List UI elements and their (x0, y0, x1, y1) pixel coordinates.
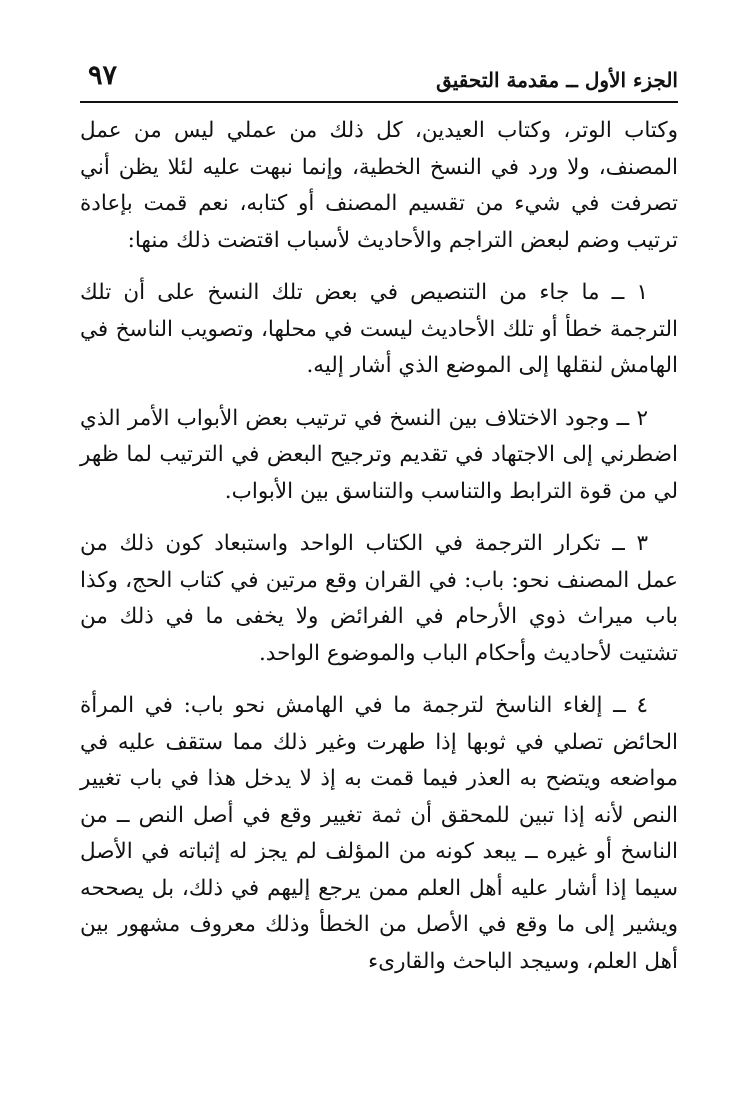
paragraph-item-2: ٢ ــ وجود الاختلاف بين النسخ في ترتيب بعض الأبواب الأمر الذي اضطرني إلى الاجتهاد في تقديم وترجيح البعض في الترتيب لما ظهر لي من قوة الترابط والتناسب والتناسق بين الأبواب. (80, 405, 678, 504)
paragraph-item-4: ٤ ــ إلغاء الناسخ لترجمة ما في الهامش نحو باب: في المرأة الحائض تصلي في ثوبها إذا طهرت وغير ذلك مما ستقف عليه في مواضعه ويتضح به العذر فيما قمت به إذ لا يدخل هذا في باب تغيير النص لأنه إذا تبين للمحقق أن ثمة تغيير وقع في أصل النص ــ من الناسخ أو غيره ــ يبعد كونه من المؤلف لم يجز له إثباته في الأصل سيما إذا أشار عليه أهل العلم ممن يرجع إليهم في ذلك، بل يصححه ويشير إلى ما وقع في الأصل من الخطأ وذلك معروف مشهور بين أهل العلم، وسيجد الباحث والقارىء (80, 693, 678, 974)
paragraph-intro: وكتاب الوتر، وكتاب العيدين، كل ذلك من عملي ليس من عمل المصنف، ولا ورد في النسخ الخطية، وإنما نبهت عليه لئلا يظن أني تصرفت في شيء من تقسيم المصنف أو كتابه، نعم قمت بإعادة ترتيب وضم لبعض التراجم والأحاديث لأسباب اقتضت ذلك منها: (80, 118, 678, 253)
paragraph-item-3: ٣ ــ تكرار الترجمة في الكتاب الواحد واستبعاد كون ذلك من عمل المصنف نحو: باب: في القران وقع مرتين في كتاب الحج، وكذا باب ميراث ذوي الأرحام في الفرائض ولا يخفى ما في ذلك من تشتيت لأحاديث وأحكام الباب والموضوع الواحد. (80, 531, 678, 666)
body-text (80, 113, 678, 980)
header-divider (80, 101, 678, 103)
running-head: الجزء الأول ــ مقدمة التحقيق (436, 68, 678, 92)
page-header (80, 60, 678, 100)
paragraph-item-1: ١ ــ ما جاء من التنصيص في بعض تلك النسخ على أن تلك الترجمة خطأ أو تلك الأحاديث ليست في محلها، وتصويب الناسخ في الهامش لنقلها إلى الموضع الذي أشار إليه. (80, 280, 678, 378)
page-number: ٩٧ (88, 60, 118, 91)
